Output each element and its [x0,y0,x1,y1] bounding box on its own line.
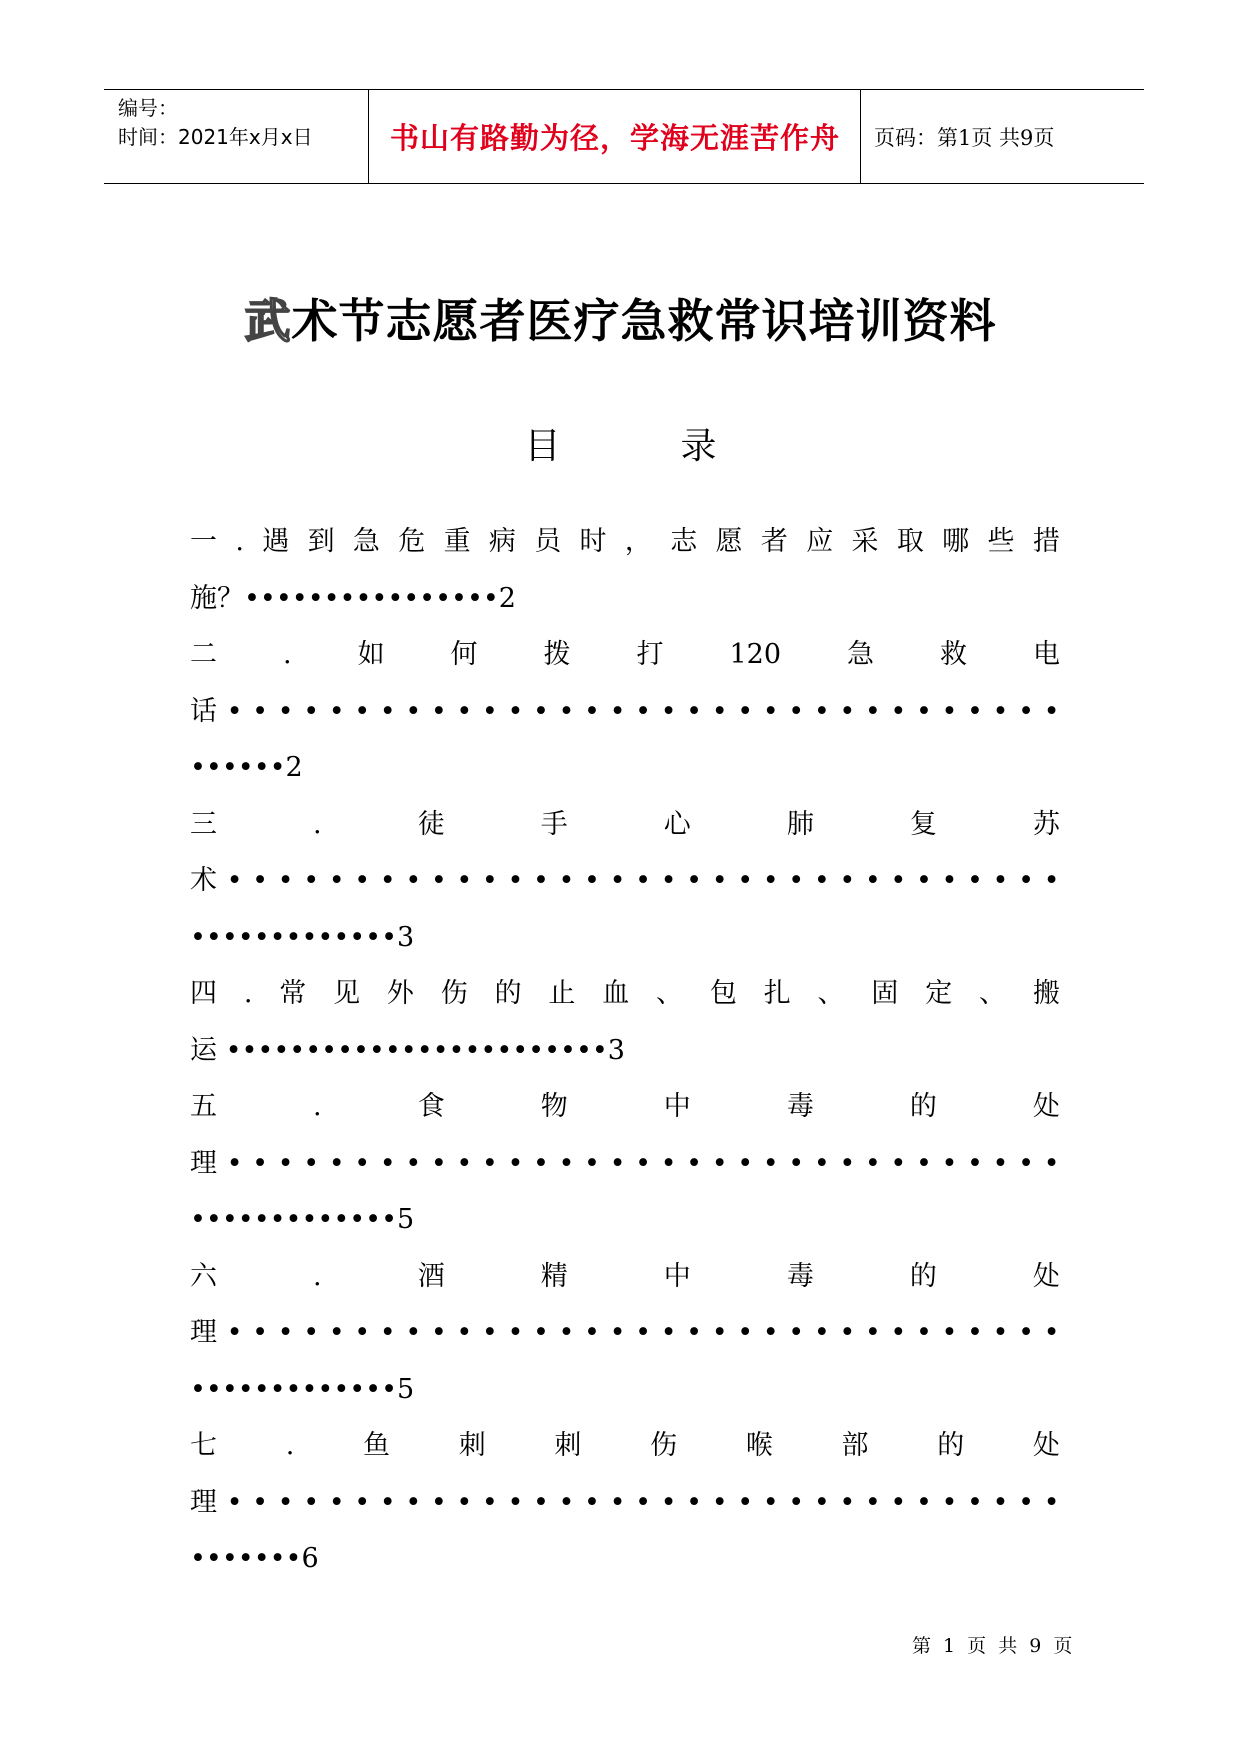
toc-entry-title [190,627,1060,684]
toc-title-char: 搬 [1032,978,1060,1009]
toc-leader-line: 施？••••••••••••••••2 [190,582,516,614]
toc-title-char: 包 [709,978,737,1009]
toc-title-char: 哪 [942,526,970,557]
toc-title-char: 者 [760,526,788,557]
toc-title-char: 物 [540,1091,568,1122]
toc-heading-right: 录 [680,426,717,467]
toc-title-char: . [313,808,322,840]
toc-title-char: 七 [190,1430,217,1461]
toc-entry-title [190,797,1060,854]
toc-leader-line: •••••••••••••3 [190,921,415,953]
toc-title-char: 见 [333,978,361,1009]
toc-leader-line: 理 • • • • • • • • • • • • • • • • • • • • • • • • • • • • • • • • • [190,1317,1060,1348]
toc-leader-line: 理 • • • • • • • • • • • • • • • • • • • • • • • • • • • • • • • • • [190,1147,1060,1179]
toc-entry-title [190,966,1060,1023]
toc-title-char: 刺 [458,1430,486,1461]
toc-title-char: 定 [925,978,953,1009]
toc-title-char: 危 [398,526,426,557]
toc-title-char: 鱼 [363,1430,390,1461]
toc-title-char: 毒 [786,1091,814,1122]
toc-title-char: 伤 [650,1430,678,1461]
toc-title-char: 一 [190,526,217,557]
toc-title-char: 打 [636,639,664,670]
toc-entry-title [190,1418,1060,1475]
toc-entry[interactable] [190,1249,1060,1419]
toc-title-char: 志 [670,526,698,557]
toc-title-char: 措 [1032,526,1060,557]
toc-leader-line: •••••••••••••5 [190,1204,415,1235]
toc-heading [0,418,1241,469]
toc-title-char: 员 [534,526,562,557]
toc-leader-line: 话 • • • • • • • • • • • • • • • • • • • • • • • • • • • • • • • • • [190,695,1060,727]
toc-title-char: 愿 [715,526,743,557]
toc-title-char: 喉 [745,1430,773,1461]
toc-entry[interactable] [190,797,1060,967]
toc-title-char: 二 [190,639,217,670]
toc-entry[interactable] [190,966,1060,1079]
toc-title-char: 手 [540,808,568,840]
toc-title-char: 固 [871,978,899,1009]
toc-leader-line: 运 ••••••••••••••••••••••••3 [190,1034,625,1066]
toc-title-char: ， [624,526,652,557]
toc-entry[interactable] [190,1079,1060,1249]
toc-title-char: 如 [357,639,385,670]
toc-title-char: . [282,639,292,670]
toc-title-char: 何 [450,639,478,670]
toc-title-char: 些 [987,526,1015,557]
toc-entry[interactable] [190,1418,1060,1588]
document-header [104,89,1144,184]
toc-title-char: 急 [847,639,875,670]
toc-title-char: 的 [494,978,522,1009]
toc-title-char: 毒 [786,1260,814,1292]
toc-title-char: 心 [663,808,691,840]
toc-title-char: 五 [190,1091,217,1122]
toc-title-char: 肺 [786,808,814,840]
title-rest: 术节志愿者医疗急救常识培训资料 [291,294,997,348]
toc-title-char: 到 [307,526,335,557]
toc-title-char: 的 [909,1091,937,1122]
toc-title-char: 四 [190,978,217,1009]
toc-title-char: 扎 [763,978,791,1009]
toc-leader-line: •••••••••••••5 [190,1373,415,1405]
toc-title-char: . [243,978,253,1009]
toc-title-char: 重 [443,526,471,557]
toc-leader-line: ••••••2 [190,752,303,783]
toc-title-char: 的 [909,1260,937,1292]
toc-entry-title [190,514,1060,571]
toc-leader-line: 理 • • • • • • • • • • • • • • • • • • • • • • • • • • • • • • • • • [190,1486,1060,1518]
toc-title-char: 、 [979,978,1007,1009]
toc-title-char: 止 [548,978,576,1009]
toc-leader-line: •••••••6 [190,1543,319,1574]
toc-title-char: 刺 [554,1430,582,1461]
toc-title-char: 食 [417,1091,445,1122]
toc-title-char: 120 [729,639,782,670]
toc-title-char: 的 [937,1430,965,1461]
header-divider [860,90,861,183]
toc-title-char: 中 [663,1091,691,1122]
header-motto: 书山有路勤为径，学海无涯苦作舟 [389,121,840,155]
toc-title-char: 部 [841,1430,869,1461]
header-divider [368,90,369,183]
toc-title-char: 救 [940,639,968,670]
toc-title-char: 遇 [262,526,290,557]
toc-title-char: 伤 [440,978,468,1009]
header-meta [118,94,358,152]
toc-entry[interactable] [190,514,1060,627]
toc-title-char: 、 [656,978,684,1009]
toc-title-char: 苏 [1032,808,1060,840]
toc-title-char: 外 [386,978,414,1009]
toc-title-char: 三 [190,808,217,840]
toc-title-char: 、 [817,978,845,1009]
toc-title-char: 六 [190,1260,217,1292]
toc-title-char: 时 [579,526,607,557]
toc-title-char: 血 [602,978,630,1009]
toc-title-char: . [285,1430,295,1461]
toc-title-char: 应 [806,526,834,557]
page-footer: 第 1 页 共 9 页 [912,1635,1076,1657]
table-of-contents [190,514,1060,1588]
number-label: 编号： [118,96,178,120]
toc-title-char: . [313,1260,322,1292]
toc-title-char: 处 [1032,1091,1060,1122]
toc-leader-line: 术 • • • • • • • • • • • • • • • • • • • • • • • • • • • • • • • • • [190,865,1060,896]
toc-title-char: 采 [851,526,879,557]
toc-entry-title [190,1249,1060,1306]
toc-title-char: 中 [663,1260,691,1292]
toc-entry-title [190,1079,1060,1136]
toc-title-char: 精 [540,1260,568,1292]
toc-title-char: 酒 [417,1260,445,1292]
toc-title-char: 处 [1032,1260,1060,1292]
toc-title-char: 取 [896,526,924,557]
toc-title-char: 拨 [543,639,571,670]
toc-title-char: 急 [352,526,380,557]
toc-entry[interactable] [190,627,1060,797]
toc-title-char: . [313,1091,322,1122]
toc-title-char: . [235,526,244,557]
toc-title-char: 复 [909,808,937,840]
toc-title-char: 电 [1033,639,1060,670]
toc-title-char: 处 [1032,1430,1060,1461]
toc-title-char: 徒 [417,808,445,840]
toc-title-char: 常 [279,978,307,1009]
document-title [0,285,1241,351]
toc-heading-left: 目 [524,426,561,467]
time-label: 时间：2021年x月x日 [118,125,313,149]
title-first-char: 武 [244,294,292,348]
toc-title-char: 病 [488,526,516,557]
header-page-label: 页码：第1页 共9页 [874,125,1055,150]
